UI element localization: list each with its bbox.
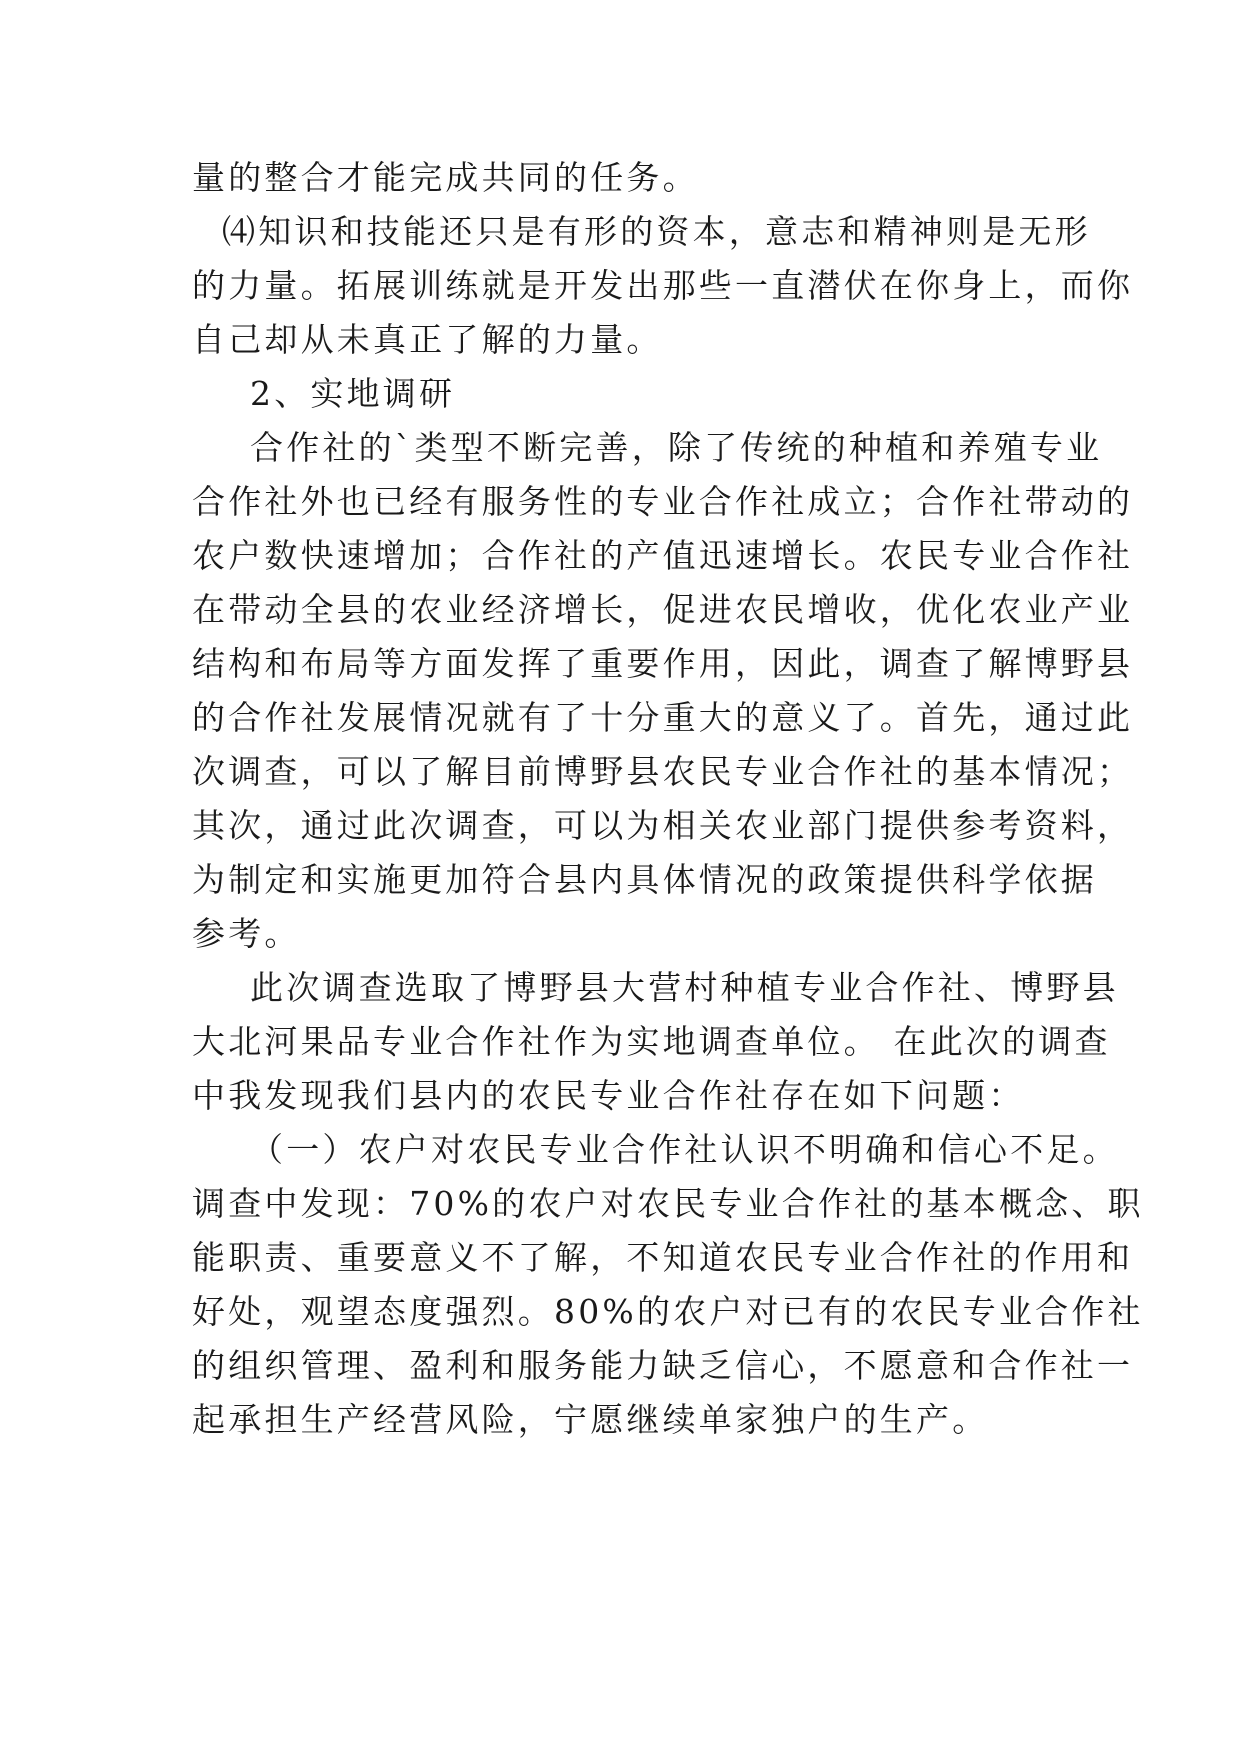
text-line-13: 其次，通过此次调查，可以为相关农业部门提供参考资料， bbox=[192, 806, 1134, 845]
text-line-16: 此次调查选取了博野县大营村种植专业合作社、博野县 bbox=[250, 968, 1119, 1007]
text-line-6: 合作社的`类型不断完善，除了传统的种植和养殖专业 bbox=[250, 428, 1103, 467]
text-line-1: 量的整合才能完成共同的任务。 bbox=[192, 158, 699, 197]
text-line-20: 调查中发现：70%的农户对农民专业合作社的基本概念、职 bbox=[192, 1184, 1144, 1223]
text-line-11: 的合作社发展情况就有了十分重大的意义了。首先，通过此 bbox=[192, 698, 1134, 737]
text-line-14: 为制定和实施更加符合县内具体情况的政策提供科学依据 bbox=[192, 860, 1097, 899]
text-line-21: 能职责、重要意义不了解，不知道农民专业合作社的作用和 bbox=[192, 1238, 1134, 1277]
text-line-17: 大北河果品专业合作社作为实地调查单位。 在此次的调查 bbox=[192, 1022, 1111, 1061]
subsection-heading: （一）农户对农民专业合作社认识不明确和信心不足。 bbox=[250, 1130, 1119, 1169]
text-line-15: 参考。 bbox=[192, 914, 301, 953]
text-line-9: 在带动全县的农业经济增长，促进农民增收，优化农业产业 bbox=[192, 590, 1134, 629]
text-line-18: 中我发现我们县内的农民专业合作社存在如下问题： bbox=[192, 1076, 1025, 1115]
section-heading: 2、实地调研 bbox=[250, 374, 456, 413]
text-line-22: 好处，观望态度强烈。80%的农户对已有的农民专业合作社 bbox=[192, 1292, 1144, 1331]
text-line-24: 起承担生产经营风险，宁愿继续单家独户的生产。 bbox=[192, 1400, 989, 1439]
text-line-7: 合作社外也已经有服务性的专业合作社成立；合作社带动的 bbox=[192, 482, 1134, 521]
text-line-3: 的力量。拓展训练就是开发出那些一直潜伏在你身上，而你 bbox=[192, 266, 1134, 305]
text-line-8: 农户数快速增加；合作社的产值迅速增长。农民专业合作社 bbox=[192, 536, 1134, 575]
text-line-10: 结构和布局等方面发挥了重要作用，因此，调查了解博野县 bbox=[192, 644, 1134, 683]
text-line-23: 的组织管理、盈利和服务能力缺乏信心，不愿意和合作社一 bbox=[192, 1346, 1134, 1385]
text-line-2: ⑷知识和技能还只是有形的资本，意志和精神则是无形 bbox=[222, 212, 1091, 251]
text-line-4: 自己却从未真正了解的力量。 bbox=[192, 320, 663, 359]
text-line-12: 次调查，可以了解目前博野县农民专业合作社的基本情况； bbox=[192, 752, 1134, 791]
